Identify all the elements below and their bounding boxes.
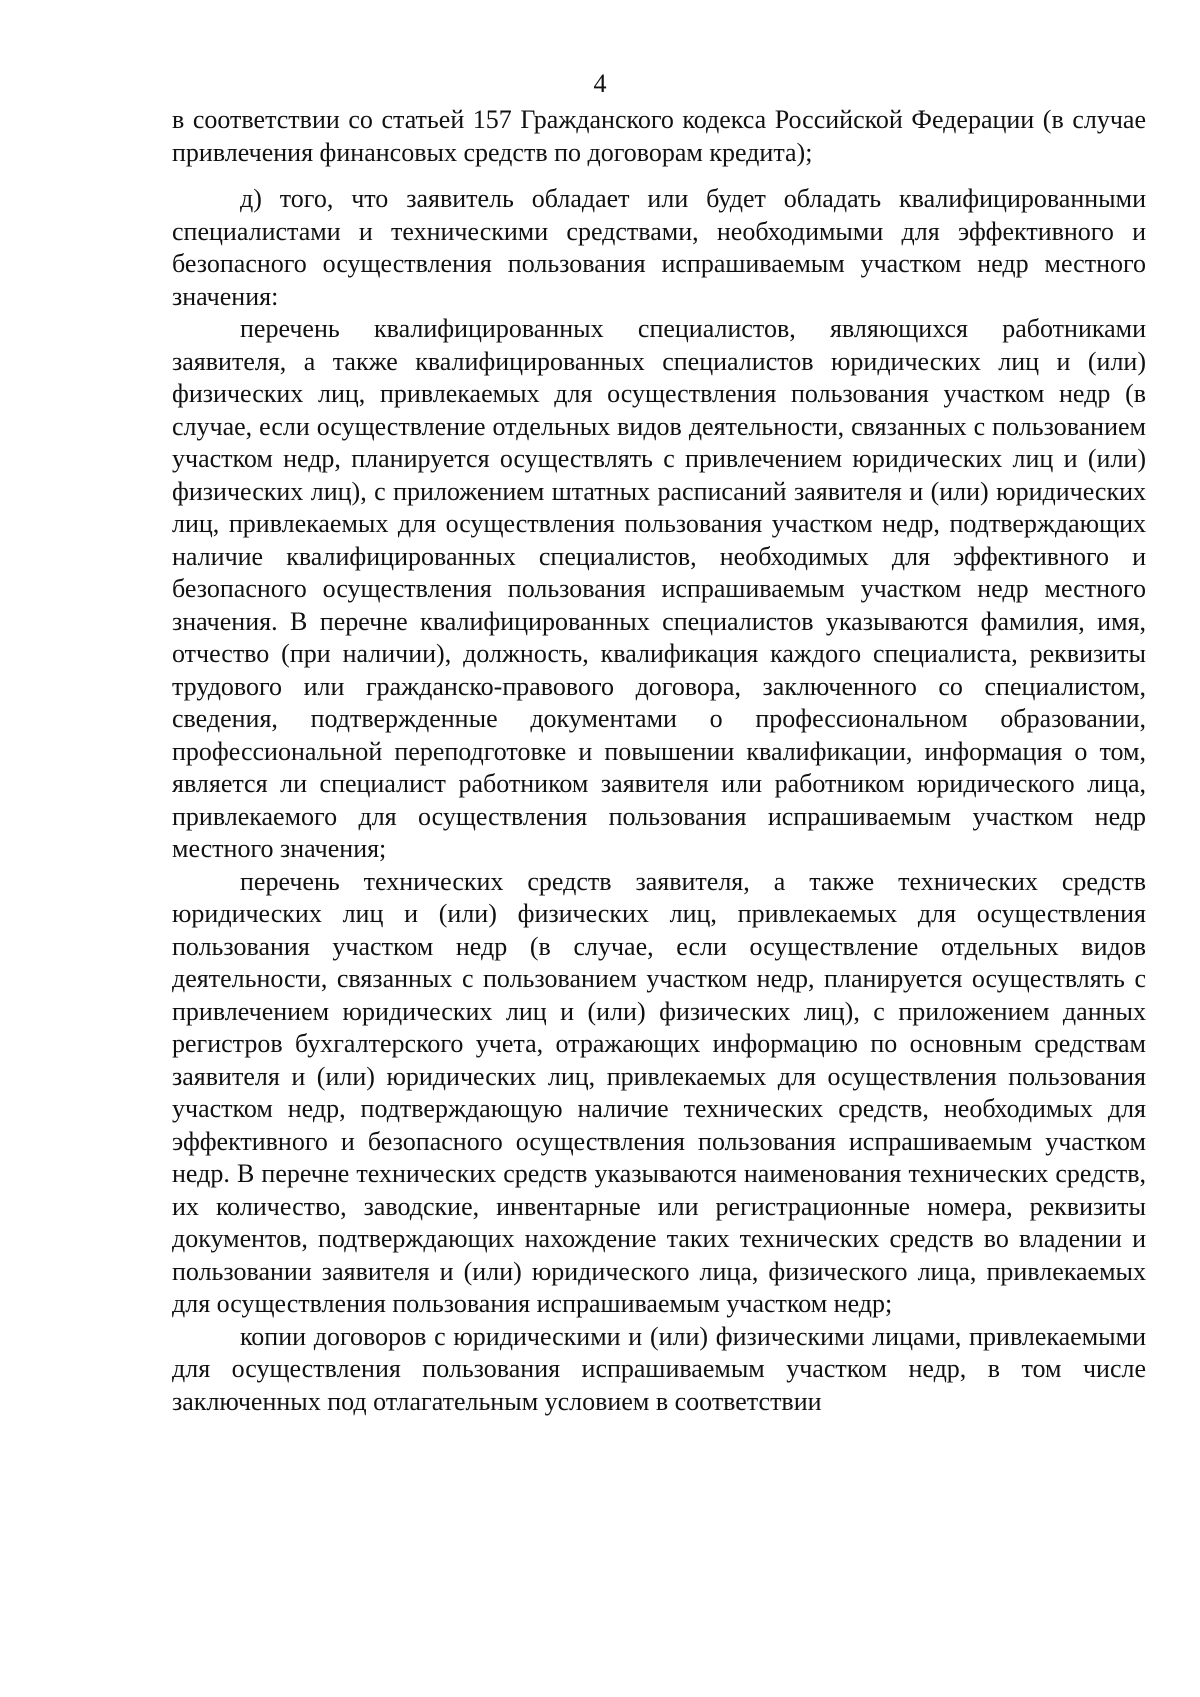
- paragraph-specialists-list: перечень квалифицированных специалистов, являющихся работниками заявителя, а также квалифицированных специалистов юридических лиц и (или) физических лиц, привлекаемых для осуществления пользования участком недр (в случае, если осуществление отдельных видов деятельности, связанных с пользованием участком недр, планируется осуществлять с привлечением юридических лиц и (или) физических лиц), с приложением штатных расписаний заявителя и (или) юридических лиц, привлекаемых для осуществления пользования участком недр, подтверждающих наличие квалифицированных специалистов, необходимых для эффективного и безопасного осуществления пользования испрашиваемым участком недр местного значения. В перечне квалифицированных специалистов указываются фамилия, имя, отчество (при наличии), должность, квалификация каждого специалиста, реквизиты трудового или гражданско-правового договора, заключенного со специалистом, сведения, подтвержденные документами о профессиональном образовании, профессиональной переподготовке и повышении квалификации, информация о том, является ли специалист работником заявителя или работником юридического лица, привлекаемого для осуществления пользования испрашиваемым участком недр местного значения;: [172, 314, 1146, 863]
- paragraph-continuation: в соответствии со статьей 157 Гражданского кодекса Российской Федерации (в случае привлечения финансовых средств по договорам кредита);: [172, 105, 1146, 167]
- page-number: 4: [593, 69, 607, 98]
- paragraph-contracts-copies: копии договоров с юридическими и (или) физическими лицами, привлекаемыми для осуществления пользования испрашиваемым участком недр, в том числе заключенных под отлагательным условием в соответствии: [172, 1321, 1146, 1416]
- paragraph-technical-means-list: перечень технических средств заявителя, а также технических средств юридических лиц и (или) физических лиц, привлекаемых для осуществления пользования участком недр (в случае, если осуществление отдельных видов деятельности, связанных с пользованием участком недр, планируется осуществлять с привлечением юридических лиц и (или) физических лиц), с приложением данных регистров бухгалтерского учета, отражающих информацию по основным средствам заявителя и (или) юридических лиц, привлекаемых для осуществления пользования участком недр, подтверждающую наличие технических средств, необходимых для эффективного и безопасного осуществления пользования испрашиваемым участком недр. В перечне технических средств указываются наименования технических средств, их количество, заводские, инвентарные или регистрационные номера, реквизиты документов, подтверждающих нахождение таких технических средств во владении и пользовании заявителя и (или) юридического лица, физического лица, привлекаемых для осуществления пользования испрашиваемым участком недр;: [172, 866, 1146, 1318]
- document-body: [172, 104, 1146, 1418]
- paragraph-item-d: д) того, что заявитель обладает или будет обладать квалифицированными специалистами и техническими средствами, необходимыми для эффективного и безопасного осуществления пользования испрашиваемым участком недр местного значения:: [172, 184, 1146, 311]
